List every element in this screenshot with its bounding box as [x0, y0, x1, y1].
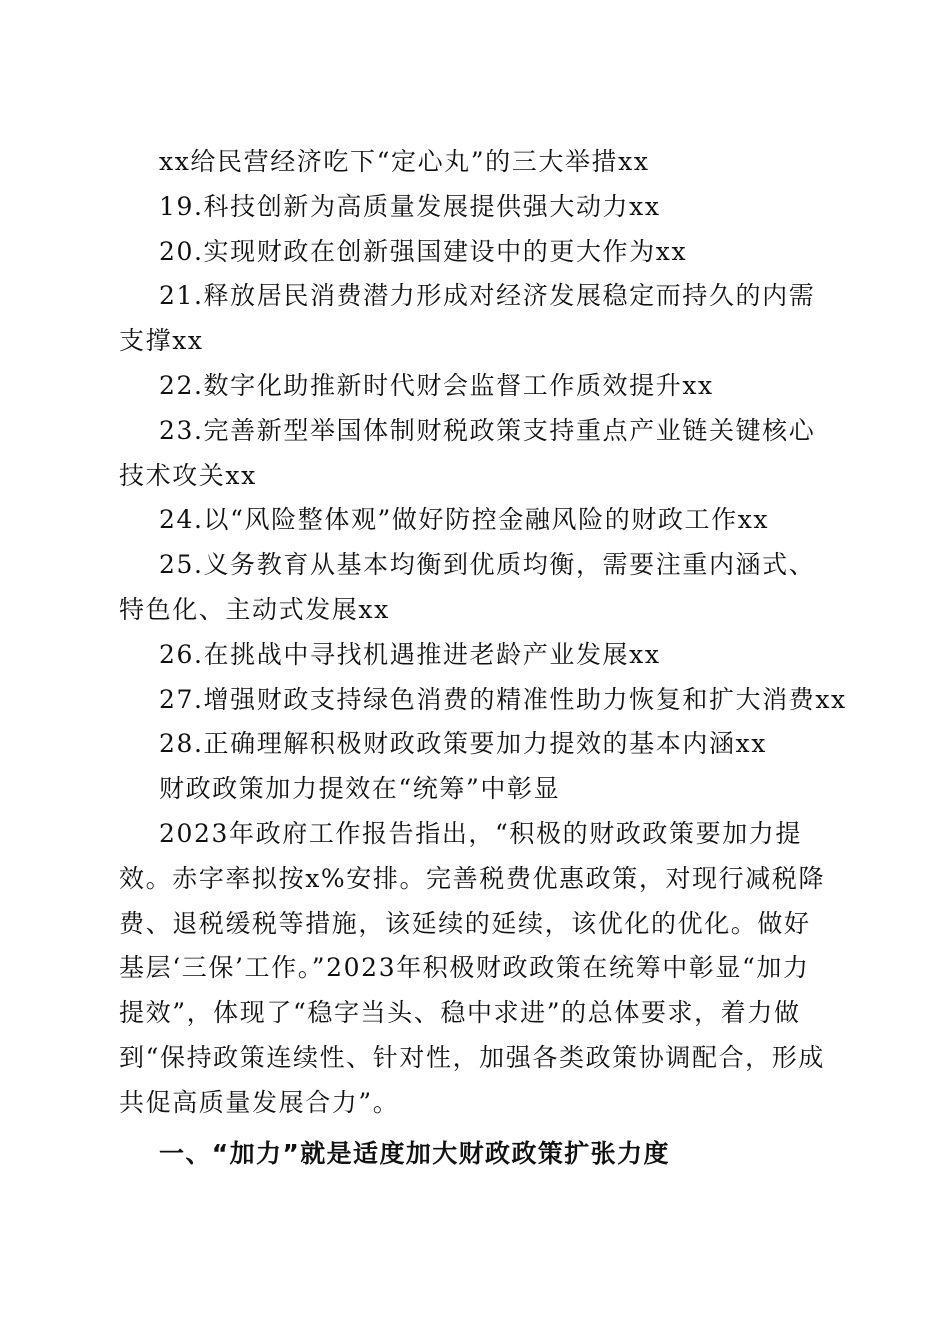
list-item: 25.义务教育从基本均衡到优质均衡，需要注重内涵式、特色化、主动式发展xx	[119, 550, 816, 624]
body-paragraph: 2023年政府工作报告指出，“积极的财政政策要加力提效。赤字率拟按x%安排。完善税费优惠政策，对现行减税降费、退税缓税等措施，该延续的延续，该优化的优化。做好基层‘三保’工作。”2023年积极财政政策在统筹中彰显“加力提效”，体现了“稳字当头、稳中求进”的总体要求，着力做到“保持政策连续性、针对性，加强各类政策协调配合，形成共促高质量发展合力”。	[119, 818, 826, 1117]
list-item: xx给民营经济吃下“定心丸”的三大举措xx	[159, 147, 650, 176]
list-item: 24.以“风险整体观”做好防控金融风险的财政工作xx	[159, 505, 770, 535]
list-item: 20.实现财政在创新强国建设中的更大作为xx	[159, 236, 688, 266]
list-item: 27.增强财政支持绿色消费的精准性助力恢复和扩大消费xx	[159, 684, 847, 714]
list-item: 23.完善新型举国体制财税政策支持重点产业链关键核心技术攻关xx	[119, 415, 816, 490]
list-item: 22.数字化助推新时代财会监督工作质效提升xx	[159, 370, 714, 400]
list-item: 26.在挑战中寻找机遇推进老龄产业发展xx	[159, 639, 661, 669]
list-item: 21.释放居民消费潜力形成对经济发展稳定而持久的内需支撑xx	[119, 281, 816, 356]
section-heading: 一、“加力”就是适度加大财政政策扩张力度	[159, 1138, 670, 1168]
list-item: 28.正确理解积极财政政策要加力提效的基本内涵xx	[159, 729, 767, 759]
document-body	[119, 140, 847, 1176]
subtitle: 财政政策加力提效在“统筹”中彰显	[159, 774, 561, 804]
list-item: 19.科技创新为高质量发展提供强大动力xx	[159, 191, 661, 221]
